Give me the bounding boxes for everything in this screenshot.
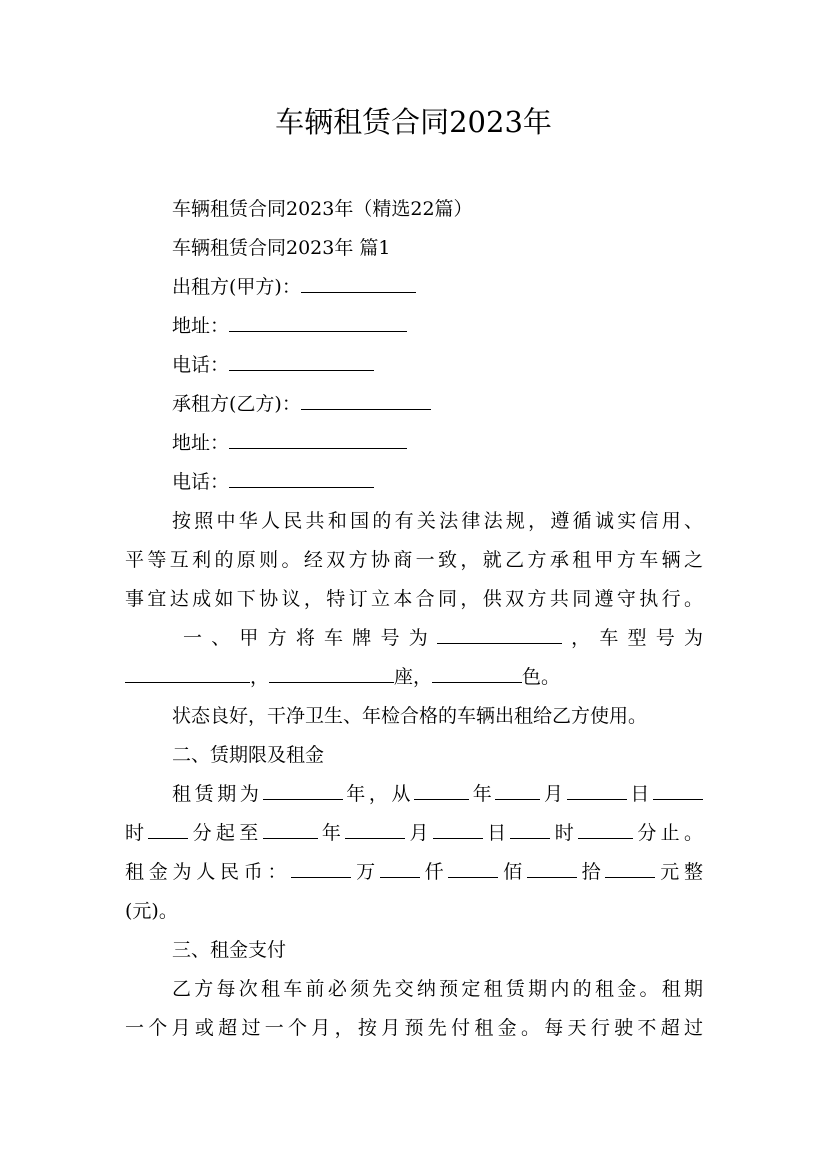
clause-text: 分起至 [188,822,263,844]
blank-field [448,861,498,878]
blank-field [433,822,483,839]
clause-text: 时 [550,822,579,844]
clause-text: ， [250,666,270,688]
blank-field [578,822,633,839]
blank-field [432,666,522,683]
address-label: 地址： [172,315,230,337]
paragraph-line: 一个月或超过一个月，按月预先付租金。每天行驶不超过 [125,1017,703,1039]
clause-text: 分止。 [633,822,703,844]
clause-text: 仟 [419,861,449,883]
clause-text: 年 [469,783,496,805]
lessee-line [125,385,703,424]
blank-field [263,783,343,800]
blank-field [229,354,374,371]
clause-1-line [125,619,703,658]
blank-field [301,393,431,410]
blank-field [567,783,627,800]
blank-field [437,627,562,644]
blank-field [527,861,577,878]
lessor-address-line [125,307,703,346]
blank-field [605,861,655,878]
paragraph-line: 乙方每次租车前必须先交纳预定租赁期内的租金。租期 [172,978,703,1000]
clause-text: 色。 [522,666,561,688]
lessor-line [125,268,703,307]
phone-label: 电话： [172,471,230,493]
clause-1-line: 状态良好，干净卫生、年检合格的车辆出租给乙方使用。 [172,705,648,727]
blank-field [653,783,703,800]
blank-field [495,783,540,800]
rental-period-line [125,775,703,814]
lessor-label: 出租方(甲方)： [172,276,301,298]
clause-text: 一、甲方将车牌号为 [183,627,437,649]
blank-field [510,822,550,839]
clause-text: 年 [317,822,346,844]
address-label: 地址： [172,432,230,454]
blank-field [125,666,250,683]
clause-text: 万 [351,861,380,883]
clause-text: 月 [405,822,433,844]
section-heading: 二、赁期限及租金 [172,744,325,766]
paragraph-line: 平等互利的原则。经双方协商一致，就乙方承租甲方车辆之 [125,549,703,571]
blank-field [263,822,318,839]
clause-text: 日 [626,783,653,805]
blank-field [229,432,407,449]
clause-text: 租金为人民币： [125,861,292,883]
clause-text: 年，从 [342,783,415,805]
blank-field [345,822,405,839]
phone-label: 电话： [172,354,230,376]
rental-period-line [125,814,703,853]
clause-text: 佰 [498,861,527,883]
clause-text: 租赁期为 [172,783,263,805]
paragraph-line: 按照中华人民共和国的有关法律法规，遵循诚实信用、 [172,510,703,532]
clause-text: 元整 [655,861,703,883]
clause-text: 月 [540,783,567,805]
blank-field [301,276,416,293]
section-heading: 三、租金支付 [172,939,287,961]
blank-field [414,783,469,800]
paragraph-line: 事宜达成如下协议，特订立本合同，供双方共同遵守执行。 [125,588,703,610]
blank-field [269,666,394,683]
clause-text: 拾 [576,861,606,883]
clause-text: 时 [125,822,149,844]
blank-field [148,822,188,839]
document-title: 车辆租赁合同2023年 [275,105,552,139]
blank-field [380,861,420,878]
clause-1-line [125,658,703,697]
document-body [125,190,703,1048]
clause-text: 座， [394,666,433,688]
section-heading: 车辆租赁合同2023年 篇1 [172,237,391,259]
lessee-phone-line [125,463,703,502]
clause-text: 日 [482,822,511,844]
lessor-phone-line [125,346,703,385]
blank-field [229,471,374,488]
subtitle-line: 车辆租赁合同2023年（精选22篇） [172,198,473,220]
lessee-address-line [125,424,703,463]
rent-amount-line: (元)。 [125,900,178,922]
clause-text: ，车型号为 [561,627,703,649]
blank-field [291,861,351,878]
rent-amount-line [125,853,703,892]
lessee-label: 承租方(乙方)： [172,393,301,415]
blank-field [229,315,407,332]
